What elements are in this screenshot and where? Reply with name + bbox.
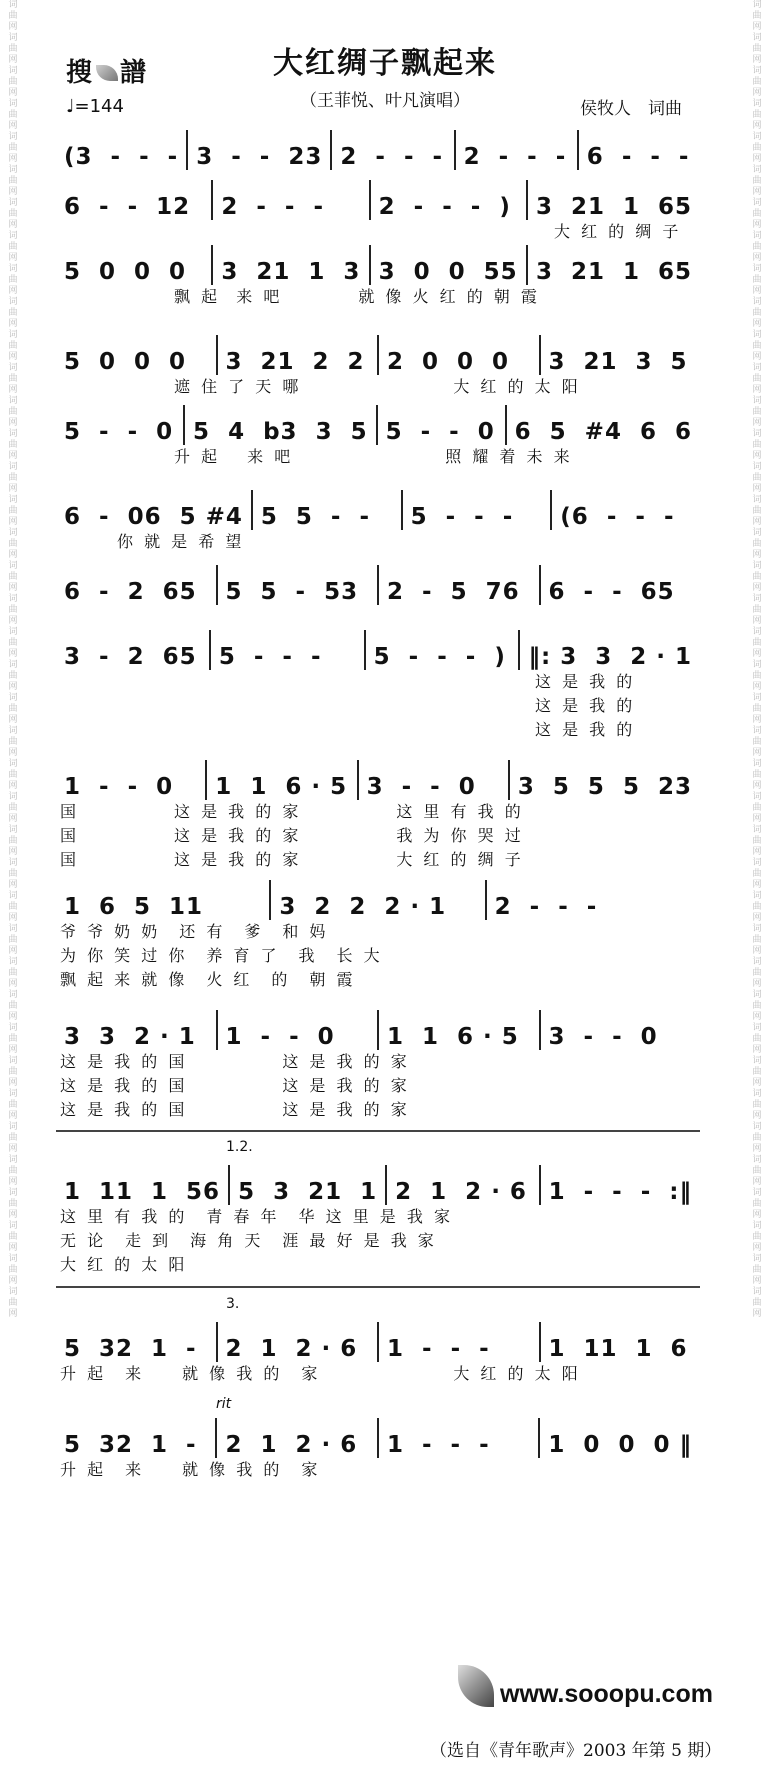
measure: 2 0 0 0 (379, 335, 541, 375)
measure: 3 21 2 2 (218, 335, 380, 375)
measure: (3 - - - (56, 130, 188, 170)
notes-row (56, 880, 700, 920)
tempo-mark: rit (216, 1396, 232, 1412)
measure: 3 - - 0 (548, 1024, 658, 1050)
score-line (56, 1139, 700, 1277)
measure: 3 - - 23 (188, 130, 332, 170)
measure: 5 - - 0 (378, 405, 507, 445)
measure: 2 - - - (213, 180, 370, 220)
score-line (56, 405, 700, 469)
measure: ‖: 3 3 2 · 1 (528, 644, 692, 670)
volta-bracket (56, 1130, 700, 1132)
measure: 6 - 2 65 (56, 565, 218, 605)
notes-row (56, 1322, 700, 1362)
lyric-line: 这 是 我 的 国 这 是 我 的 家 (60, 1100, 410, 1119)
measure: 6 5 #4 6 6 (514, 419, 692, 445)
measure: 1 0 0 0 ‖ (548, 1432, 692, 1458)
measure: 5 5 - - (253, 490, 403, 530)
lyric-line: 你 就 是 希 望 (60, 532, 245, 551)
score-line (56, 880, 700, 992)
measure: 5 4 b3 3 5 (185, 405, 378, 445)
score-line (56, 245, 700, 309)
notes-row (56, 335, 700, 375)
score-line (56, 180, 700, 244)
measure: 1 11 1 6 (548, 1336, 688, 1362)
measure: 5 0 0 0 (56, 335, 218, 375)
measure: 5 - - - ) (366, 630, 521, 670)
score-line (56, 335, 700, 399)
measure: 3 21 1 3 (213, 245, 370, 285)
measure: 1 - - 0 (218, 1010, 380, 1050)
volta-label: 3. (226, 1296, 240, 1312)
measure: 2 - 5 76 (379, 565, 541, 605)
measure: 3 21 1 65 (535, 194, 693, 220)
measure: 1 - - 0 (56, 760, 207, 800)
score-line (56, 490, 700, 554)
tempo-marking: ♩=144 (66, 96, 124, 117)
measure: 6 - - - (586, 144, 690, 170)
measure: 1 6 5 11 (56, 880, 271, 920)
measure: 3 2 2 2 · 1 (271, 880, 486, 920)
source-note: （选自《青年歌声》2003 年第 5 期） (430, 1741, 722, 1761)
measure: 5 - - 0 (56, 405, 185, 445)
measure: 3 0 0 55 (371, 245, 528, 285)
volta-label: 1.2. (226, 1139, 253, 1155)
lyric-line: 国 这 是 我 的 家 这 里 有 我 的 (60, 802, 524, 821)
measure: 1 - - - (379, 1418, 540, 1458)
measure: 5 32 1 - (56, 1322, 218, 1362)
measure: 2 1 2 · 6 (218, 1322, 380, 1362)
score-line (56, 1010, 700, 1122)
notes-row (56, 180, 700, 220)
lyric-line: 国 这 是 我 的 家 大 红 的 绸 子 (60, 850, 524, 869)
volta-bracket (56, 1286, 700, 1288)
lyric-line: 无 论 走 到 海 角 天 涯 最 好 是 我 家 (60, 1231, 437, 1250)
measure: 1 - - - :‖ (548, 1179, 692, 1205)
lyric-line: 遮 住 了 天 哪 大 红 的 太 阳 (60, 377, 581, 396)
measure: 3 - - 0 (359, 760, 510, 800)
lyric-line: 升 起 来 就 像 我 的 家 大 红 的 太 阳 (60, 1364, 581, 1383)
lyric-line: 这 是 我 的 国 这 是 我 的 家 (60, 1076, 410, 1095)
notes-row (56, 405, 700, 445)
lyric-line: 这 里 有 我 的 青 春 年 华 这 里 是 我 家 (60, 1207, 453, 1226)
lyric-line: 大 红 的 绸 子 (60, 222, 682, 241)
measure: 2 - - - (332, 130, 455, 170)
score-line (56, 565, 700, 605)
notes-row (56, 1165, 700, 1205)
measure: 1 1 6 · 5 (379, 1010, 541, 1050)
measure: (6 - - - (560, 504, 675, 530)
notes-row (56, 130, 700, 170)
measure: 3 21 3 5 (548, 349, 688, 375)
lyric-line: 为 你 笑 过 你 养 育 了 我 长 大 (60, 946, 383, 965)
lyric-line: 升 起 来 就 像 我 的 家 (60, 1460, 321, 1479)
lyric-line: 这 是 我 的 (60, 696, 636, 715)
left-watermark: 词曲网词曲网词曲网词曲网词曲网词曲网词曲网词曲网词曲网词曲网词曲网词曲网词曲网词曲网词曲网词曲网词曲网词曲网词曲网词曲网词曲网词曲网词曲网词曲网词曲网词曲网词曲网词曲网词曲网词曲网词曲网词曲网词曲网词曲网词曲网词曲网词曲网词曲网词曲网词曲网 (8, 0, 18, 1319)
lyric-line: 爷 爷 奶 奶 还 有 爹 和 妈 (60, 922, 329, 941)
score-line (56, 1296, 700, 1386)
measure: 5 5 - 53 (218, 565, 380, 605)
leaf-icon (458, 1665, 494, 1707)
notes-row (56, 1418, 700, 1458)
notes-row (56, 760, 700, 800)
measure: 5 0 0 0 (56, 245, 213, 285)
lyric-line: 这 是 我 的 (60, 672, 636, 691)
score-line (56, 130, 700, 170)
measure: 5 32 1 - (56, 1418, 217, 1458)
notes-row (56, 1010, 700, 1050)
notes-row (56, 490, 700, 530)
score-line (56, 1396, 700, 1482)
measure: 6 - 06 5 #4 (56, 490, 253, 530)
song-title: 大红绸子飘起来 (273, 46, 497, 81)
lyric-line: 国 这 是 我 的 家 我 为 你 哭 过 (60, 826, 524, 845)
site-url[interactable]: www.sooopu.com (500, 1680, 713, 1708)
notes-row (56, 630, 700, 670)
measure: 3 5 5 5 23 (517, 774, 692, 800)
measure: 1 11 1 56 (56, 1165, 230, 1205)
lyric-line: 大 红 的 太 阳 (60, 1255, 188, 1274)
lyric-line: 飘 起 来 就 像 火 红 的 朝 霞 (60, 970, 356, 989)
lyric-line: 这 是 我 的 国 这 是 我 的 家 (60, 1052, 410, 1071)
measure: 2 - - - ) (371, 180, 528, 220)
score-line (56, 760, 700, 872)
measure: 2 - - - (494, 894, 598, 920)
measure: 5 - - - (403, 490, 553, 530)
lyric-line: 这 是 我 的 (60, 720, 636, 739)
measure: 5 - - - (211, 630, 366, 670)
measure: 5 3 21 1 (230, 1165, 387, 1205)
measure: 3 - 2 65 (56, 630, 211, 670)
measure: 3 21 1 65 (535, 259, 693, 285)
measure: 1 - - - (379, 1322, 541, 1362)
measure: 2 1 2 · 6 (387, 1165, 540, 1205)
composer-credit: 侯牧人 词曲 (580, 99, 682, 119)
performers: （王菲悦、叶凡演唱） (300, 91, 470, 111)
measure: 6 - - 65 (548, 579, 675, 605)
lyric-line: 飘 起 来 吧 就 像 火 红 的 朝 霞 (60, 287, 540, 306)
notes-row (56, 245, 700, 285)
measure: 3 3 2 · 1 (56, 1010, 218, 1050)
measure: 6 - - 12 (56, 180, 213, 220)
score-line (56, 630, 700, 742)
lyric-line: 升 起 来 吧 照 耀 着 未 来 (60, 447, 573, 466)
measure: 1 1 6 · 5 (207, 760, 358, 800)
right-watermark: 词曲网词曲网词曲网词曲网词曲网词曲网词曲网词曲网词曲网词曲网词曲网词曲网词曲网词曲网词曲网词曲网词曲网词曲网词曲网词曲网词曲网词曲网词曲网词曲网词曲网词曲网词曲网词曲网词曲网词曲网词曲网词曲网词曲网词曲网词曲网词曲网词曲网词曲网词曲网词曲网 (752, 0, 762, 1319)
site-logo[interactable]: 搜 譜 (66, 58, 149, 88)
measure: 2 1 2 · 6 (217, 1418, 378, 1458)
measure: 2 - - - (456, 130, 579, 170)
notes-row (56, 565, 700, 605)
